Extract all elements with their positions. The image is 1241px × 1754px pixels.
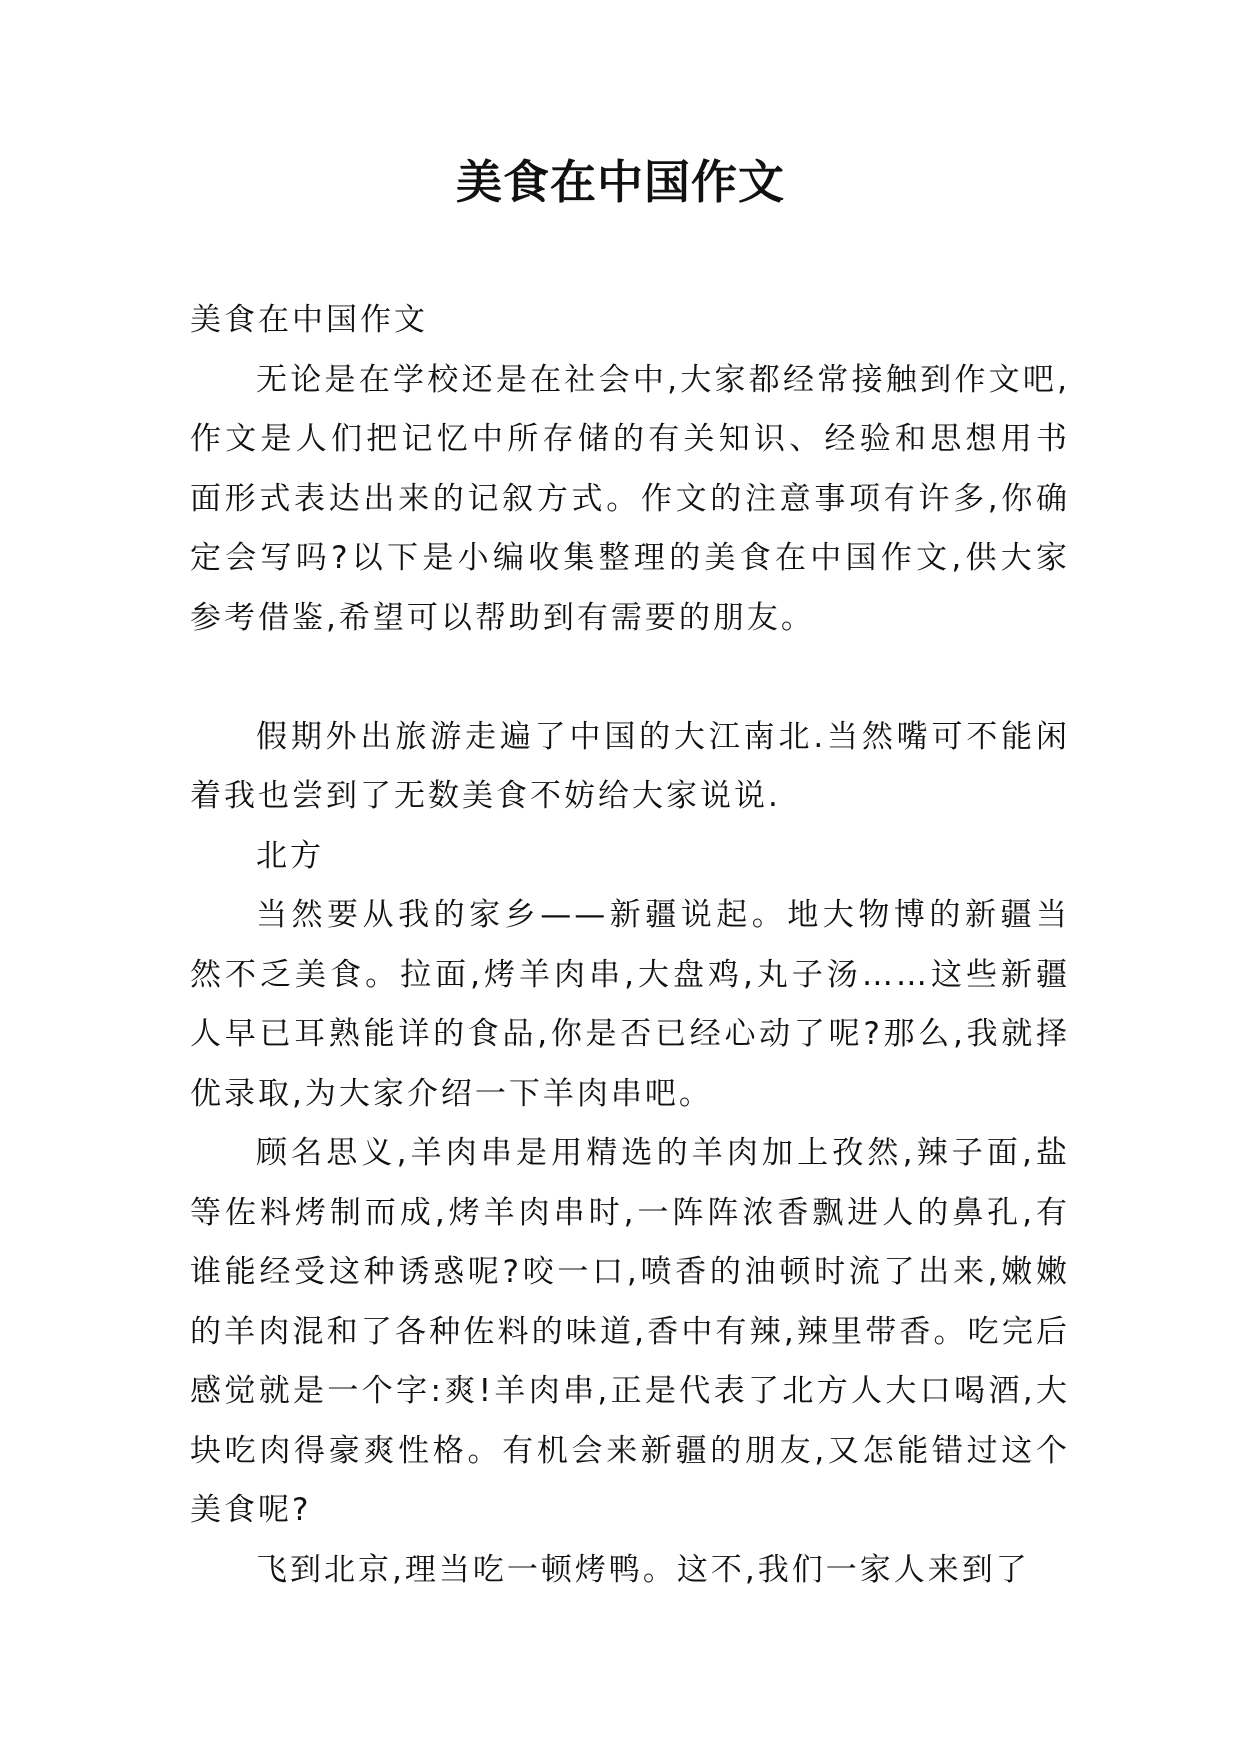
document-title: 美食在中国作文 <box>456 155 785 209</box>
body-heading: 美食在中国作文 <box>190 302 428 338</box>
paragraph-intro: 无论是在学校还是在社会中,大家都经常接触到作文吧,作文是人们把记忆中所存储的有关知识、经验和思想用书面形式表达出来的记叙方式。作文的注意事项有许多,你确定会写吗?以下是小编收集整理的美食在中国作文,供大家参考借鉴,希望可以帮助到有需要的朋友。 <box>190 361 1070 636</box>
section-heading-north: 北方 <box>256 837 324 874</box>
document-body <box>190 291 1070 1600</box>
paragraph-travel: 假期外出旅游走遍了中国的大江南北.当然嘴可不能闲着我也尝到了无数美食不妨给大家说说. <box>190 718 1070 814</box>
paragraph-lamb-skewers: 顾名思义,羊肉串是用精选的羊肉加上孜然,辣子面,盐等佐料烤制而成,烤羊肉串时,一阵阵浓香飘进人的鼻孔,有谁能经受这种诱惑呢?咬一口,喷香的油顿时流了出来,嫩嫩的羊肉混和了各种佐料的味道,香中有辣,辣里带香。吃完后感觉就是一个字:爽!羊肉串,正是代表了北方人大口喝酒,大块吃肉得豪爽性格。有机会来新疆的朋友,又怎能错过这个美食呢? <box>190 1135 1070 1528</box>
paragraph-spacer <box>190 648 1070 708</box>
paragraph-beijing: 飞到北京,理当吃一顿烤鸭。这不,我们一家人来到了 <box>256 1551 1030 1588</box>
paragraph-xinjiang: 当然要从我的家乡——新疆说起。地大物博的新疆当然不乏美食。拉面,烤羊肉串,大盘鸡,丸子汤……这些新疆人早已耳熟能详的食品,你是否已经心动了呢?那么,我就择优录取,为大家介绍一下羊肉串吧。 <box>190 897 1070 1112</box>
